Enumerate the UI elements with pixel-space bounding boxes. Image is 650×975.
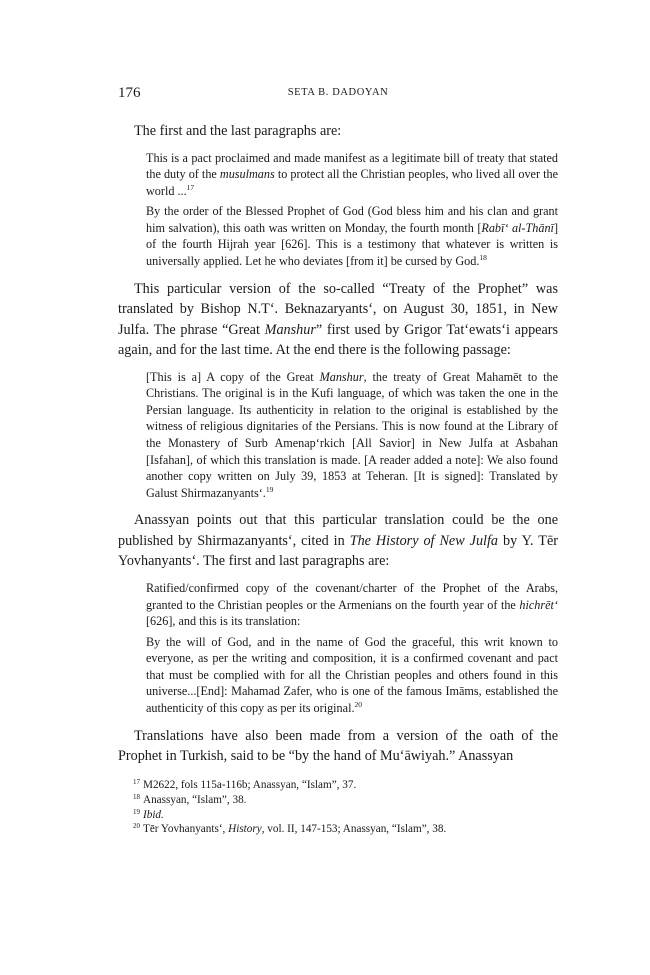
footnote-number: 18 — [133, 792, 140, 801]
paragraph-text: Anassyan points out that this particular translation could be the one published by Shirmazanyants‘, cited in — [118, 512, 558, 549]
footnote-text: Tēr Yovhanyants‘, — [143, 823, 229, 836]
quote-text: [626], and this is its translation: — [146, 614, 301, 629]
footnote-emphasis: History — [228, 823, 262, 836]
body-text — [118, 121, 558, 767]
quote-text: By the will of God, and in the name of God the graceful, this writ known to everyone, as per the writing and composition, it is a confirmed covenant and pact that must be complied with for all the Christian peoples and others found in this universe...[End]: Mahamad Zafer, who is one of the famous Imāms, established the authenticity of this copy as per its original. — [146, 634, 558, 716]
quote-text: to protect all the Christian peoples, who lived all over the world ... — [146, 167, 558, 198]
paragraph-text: by Y. Tēr Yovhanyants‘. The first and last paragraphs are: — [118, 532, 558, 570]
quote-emphasis: Rabī‘ al-Thānī — [481, 220, 554, 235]
footnote-number: 19 — [133, 807, 140, 816]
paragraph-text: ” first used by Grigor Tat‘ewats‘i appears again, and for the last time. At the end there is the following passage: — [118, 321, 559, 359]
quote-emphasis: musulmans — [219, 167, 275, 182]
footnotes — [133, 778, 553, 837]
paragraph-3 — [118, 510, 558, 572]
footnote-17 — [133, 778, 553, 793]
block-quote-1 — [146, 150, 558, 200]
paragraph-4: Translations have also been made from a version of the oath of the Prophet in Turkish, said to be “by the hand of Mu‘āwiyah.” Anassyan — [118, 727, 558, 765]
quote-emphasis: Manshur — [319, 369, 364, 384]
quote-text: By the order of the Blessed Prophet of God (God bless him and his clan and grant him salvation), this oath was written on Monday, the fourth month [ — [146, 204, 558, 235]
footnote-text: , vol. II, 147-153; Anassyan, “Islam”, 38. — [261, 823, 447, 836]
footnote-ref: 17 — [186, 182, 195, 192]
footnote-19 — [133, 808, 553, 823]
paragraph-2 — [118, 279, 558, 361]
quote-text: Ratified/confirmed copy of the covenant/charter of the Prophet of the Arabs, granted to the Christian peoples or the Armenians on the fourth year of the — [146, 580, 558, 612]
footnote-text: Anassyan, “Islam”, 38. — [143, 793, 247, 806]
footnote-text: Ibid. — [143, 808, 164, 821]
footnote-ref: 20 — [354, 700, 362, 710]
footnote-number: 17 — [133, 778, 140, 786]
block-quote-2 — [146, 203, 558, 269]
paragraph-1: The first and the last paragraphs are: — [134, 123, 342, 139]
quote-emphasis: hichrēt‘ — [519, 597, 558, 612]
paragraph-emphasis: The History of New Julfa — [349, 532, 499, 549]
quote-text: ] of the fourth Hijrah year [626]. This is a testimony that whatever is written is universally applied. Let he who deviates [from it] be cursed by God. — [146, 220, 558, 269]
paragraph-emphasis: Manshur — [264, 321, 316, 338]
quote-text: , the treaty of Great Mahamēt to the Christians. The original is in the Kufi language, of which was taken the one in the Persian language. Its authenticity in relation to the original is established by the witness of religious dignitaries of the Persians. This is now found at the Library of the Monastery of Surb Amenap‘rkich [All Savior] in New Julfa at Asbahan [Isfahan], of which this translation is made. [A reader added a note]: We also found another copy written on July 39, 1853 at Teheran. [It is signed]: Translated by Galust Shirmazanyants‘. — [146, 369, 559, 500]
footnote-text: M2622, fols 115a-116b; Anassyan, “Islam”, 37. — [143, 779, 357, 791]
page-number: 176 — [118, 85, 141, 101]
footnote-18 — [133, 793, 553, 808]
footnote-ref: 19 — [265, 484, 274, 494]
block-quote-5 — [146, 634, 558, 717]
block-quote-3 — [146, 369, 558, 502]
running-title: SETA B. DADOYAN — [287, 87, 389, 98]
footnote-20 — [133, 822, 553, 837]
quote-text: This is a pact proclaimed and made manifest as a legitimate bill of treaty that stated the duty of the — [146, 150, 558, 182]
quote-text: [This is a] A copy of the Great — [146, 369, 320, 384]
footnote-number: 20 — [133, 822, 140, 831]
block-quote-4 — [146, 580, 558, 630]
paragraph-text: This particular version of the so-called “Treaty of the Prophet” was translated by Bishop N.T‘. Beknazaryants‘, on August 30, 1851, in New Julfa. The phrase “Great — [118, 280, 558, 338]
footnote-ref: 18 — [479, 253, 487, 263]
running-head — [118, 85, 558, 105]
